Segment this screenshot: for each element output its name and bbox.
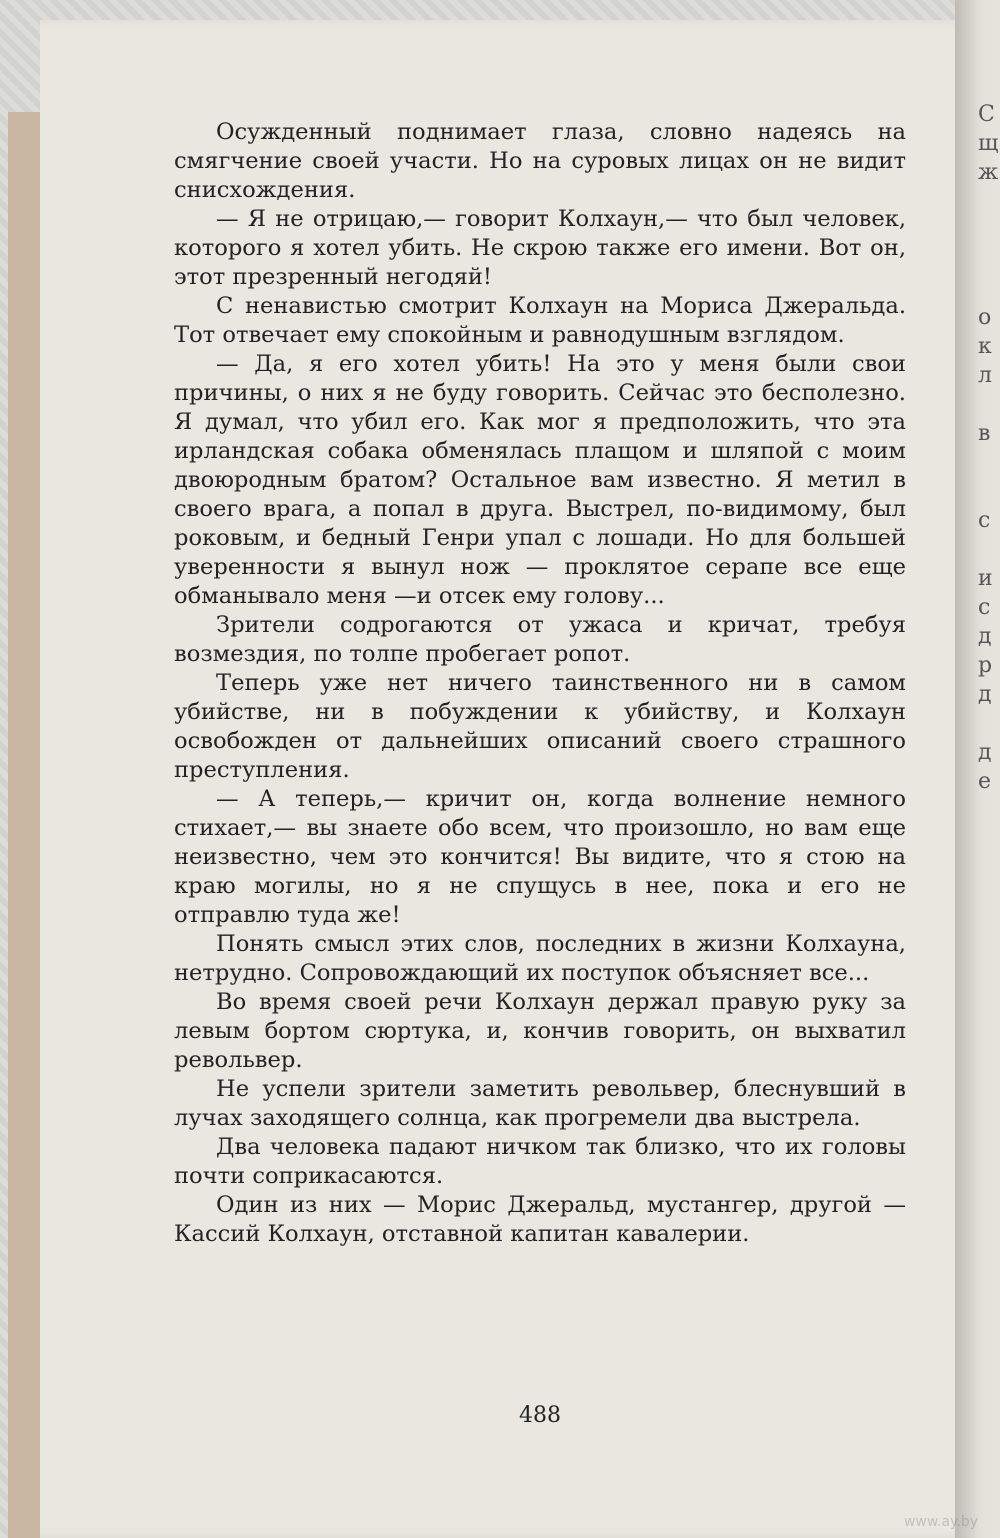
page-text [174, 118, 906, 1249]
watermark: www.ay.by [903, 1514, 978, 1530]
paragraph: Понять смысл этих слов, последних в жизни Колхауна, нетрудно. Сопровождающий их поступок объясняет все... [174, 931, 906, 986]
paragraph: С ненавистью смотрит Колхаун на Мориса Джеральда. Тот отвечает ему спокойным и равнодушным взглядом. [174, 293, 906, 348]
paragraph: — Я не отрицаю,— говорит Колхаун,— что был человек, которого я хотел убить. Не скрою также его имени. Вот он, этот презренный негодяй! [174, 206, 906, 290]
paragraph: Зрители содрогаются от ужаса и кричат, требуя возмездия, по толпе пробегает ропот. [174, 612, 906, 667]
paragraph: Во время своей речи Колхаун держал правую руку за левым бортом сюртука, и, кончив говорить, он выхватил револьвер. [174, 989, 906, 1073]
paragraph: Один из них — Морис Джеральд, мустангер, другой — Кассий Колхаун, отставной капитан кавалерии. [174, 1192, 906, 1247]
paragraph: Теперь уже нет ничего таинственного ни в самом убийстве, ни в побуждении к убийству, и Колхаун освобожден от дальнейших описаний своего страшного преступления. [174, 670, 906, 783]
paragraph: Не успели зрители заметить револьвер, блеснувший в лучах заходящего солнца, как прогремели два выстрела. [174, 1076, 906, 1131]
paragraph: Осужденный поднимает глаза, словно надеясь на смягчение своей участи. Но на суровых лицах он не видит снисхождения. [174, 119, 906, 203]
paragraph: — А теперь,— кричит он, когда волнение немного стихает,— вы знаете обо всем, что произошло, но вам еще неизвестно, чем это кончится! Вы видите, что я стою на краю могилы, но я не спущусь в нее, пока и его не отправлю туда же! [174, 786, 906, 928]
next-page-edge-text: С щ ж о к л в с и с д р д д е [978, 102, 999, 794]
paragraph: Два человека падают ничком так близко, что их головы почти соприкасаются. [174, 1134, 906, 1189]
paragraph: — Да, я его хотел убить! На это у меня были свои причины, о них я не буду говорить. Сейчас это бесполезно. Я думал, что убил его. Как мог я предположить, что эта ирландская собака обменялась плащом и шляпой с моим двоюродным братом? Остальное вам известно. Я метил в своего врага, а попал в друга. Выстрел, по-видимому, был роковым, и бедный Генри упал с лошади. Но для большей уверенности я вынул нож — проклятое серапе все еще обманывало меня —и отсек ему голову... [174, 351, 906, 609]
page-number: 488 [519, 1403, 561, 1428]
